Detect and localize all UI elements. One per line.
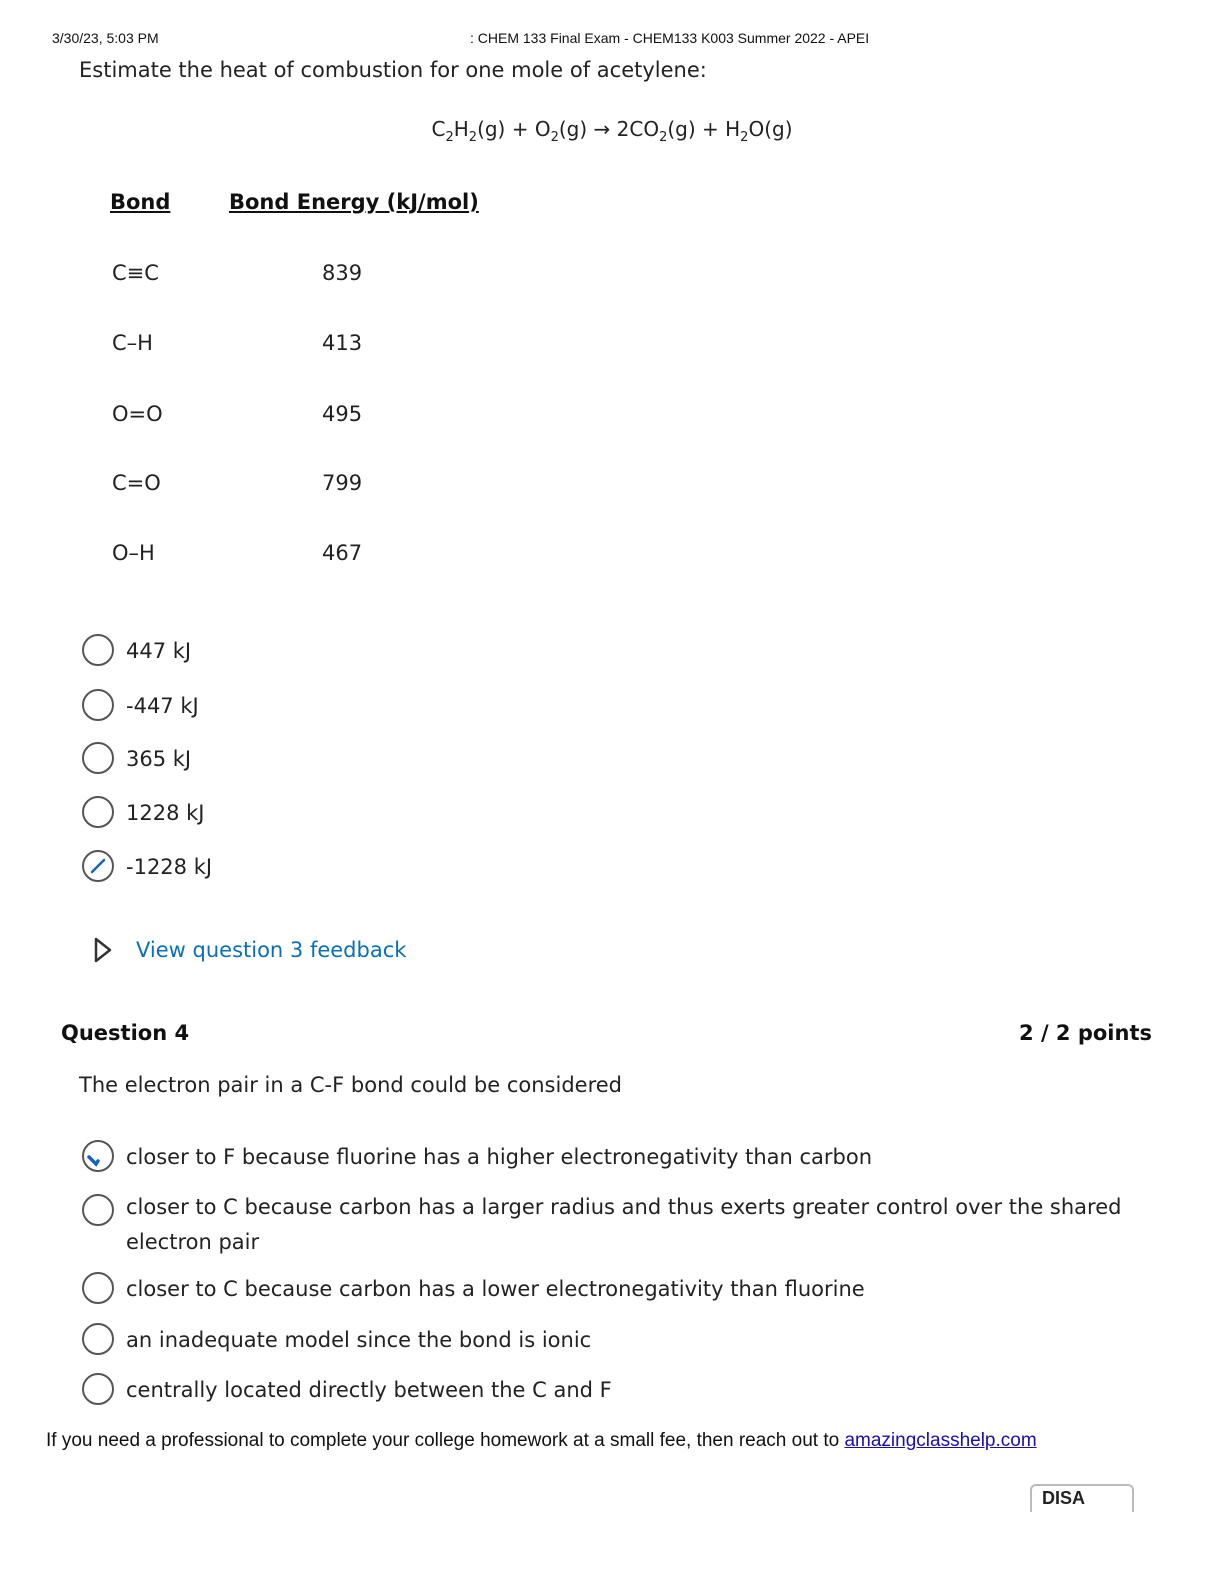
q4-option-closer-to-c-electronegativity[interactable] <box>82 1272 865 1307</box>
bond-table-row <box>0 402 600 442</box>
print-page-title: : CHEM 133 Final Exam - CHEM133 K003 Summer 2022 - APEI <box>470 30 870 46</box>
radio-button[interactable] <box>82 1373 114 1405</box>
print-timestamp: 3/30/23, 5:03 PM <box>52 30 159 46</box>
q3-option-neg1228[interactable] <box>82 850 212 885</box>
option-label: 447 kJ <box>126 639 192 663</box>
question4-points: 2 / 2 points <box>1019 1021 1152 1045</box>
option-label: closer to C because carbon has a larger radius and thus exerts greater control over the shared electron pair <box>126 1195 1122 1254</box>
radio-button[interactable] <box>82 689 114 721</box>
radio-button[interactable] <box>82 1194 114 1226</box>
option-label: 365 kJ <box>126 747 192 771</box>
q4-option-ionic[interactable] <box>82 1323 591 1358</box>
radio-button[interactable] <box>82 1272 114 1304</box>
bond-table-row <box>0 331 600 371</box>
radio-button-selected[interactable] <box>82 1140 114 1172</box>
q3-option-365[interactable] <box>82 742 191 777</box>
bond-table-row <box>0 471 600 511</box>
option-label: an inadequate model since the bond is ionic <box>126 1328 592 1352</box>
q3-option-neg447[interactable] <box>82 689 199 724</box>
question4-text: The electron pair in a C-F bond could be considered <box>79 1073 623 1097</box>
promo-text: If you need a professional to complete your college homework at a small fee, then reach out to <box>46 1430 845 1451</box>
bond-table-row <box>0 541 600 581</box>
bond-energy: 467 <box>322 541 363 565</box>
bond-energy: 495 <box>322 402 363 426</box>
question4-title: Question 4 <box>61 1021 190 1045</box>
bond-column-header: Bond <box>110 190 171 214</box>
radio-button[interactable] <box>82 1323 114 1355</box>
bond-name: O–H <box>112 541 155 565</box>
bond-energy: 413 <box>322 331 363 355</box>
q4-option-closer-to-f[interactable] <box>82 1140 872 1175</box>
bond-energy-column-header: Bond Energy (kJ/mol) <box>229 190 479 214</box>
check-mark-icon <box>88 856 108 876</box>
bond-name: C≡C <box>112 261 159 285</box>
bond-energy: 839 <box>322 261 363 285</box>
promo-link[interactable]: amazingclasshelp.com <box>844 1430 1037 1451</box>
chemical-equation: $C_2H_2(g) + O_2(g) \to 2CO_2(g) + H_2O(g)$ <box>431 117 793 145</box>
option-label: centrally located directly between the C and F <box>126 1378 612 1402</box>
view-feedback-link[interactable]: View question 3 feedback <box>136 938 407 962</box>
question3-prompt: Estimate the heat of combustion for one mole of acetylene: <box>79 58 707 82</box>
radio-button[interactable] <box>82 634 114 666</box>
promo-footer <box>46 1430 1037 1452</box>
view-feedback-toggle[interactable] <box>93 936 406 964</box>
bond-table-row <box>0 261 600 301</box>
q3-option-447[interactable] <box>82 634 191 669</box>
radio-button[interactable] <box>82 796 114 828</box>
bond-name: C–H <box>112 331 153 355</box>
radio-button-selected[interactable] <box>82 850 114 882</box>
option-label: closer to C because carbon has a lower electronegativity than fluorine <box>126 1277 865 1301</box>
q4-option-closer-to-c-radius[interactable] <box>82 1194 1136 1260</box>
option-label: -1228 kJ <box>126 855 213 879</box>
check-mark-icon <box>86 1148 108 1170</box>
option-label: -447 kJ <box>126 694 199 718</box>
option-label: closer to F because fluorine has a higher electronegativity than carbon <box>126 1145 873 1169</box>
bond-name: C=O <box>112 471 161 495</box>
bond-name: O=O <box>112 402 163 426</box>
disa-badge: DISA <box>1030 1484 1134 1512</box>
option-label: 1228 kJ <box>126 801 205 825</box>
q4-option-central[interactable] <box>82 1373 612 1408</box>
caret-right-icon <box>93 936 113 964</box>
radio-button[interactable] <box>82 742 114 774</box>
q3-option-1228[interactable] <box>82 796 204 831</box>
bond-energy: 799 <box>322 471 363 495</box>
